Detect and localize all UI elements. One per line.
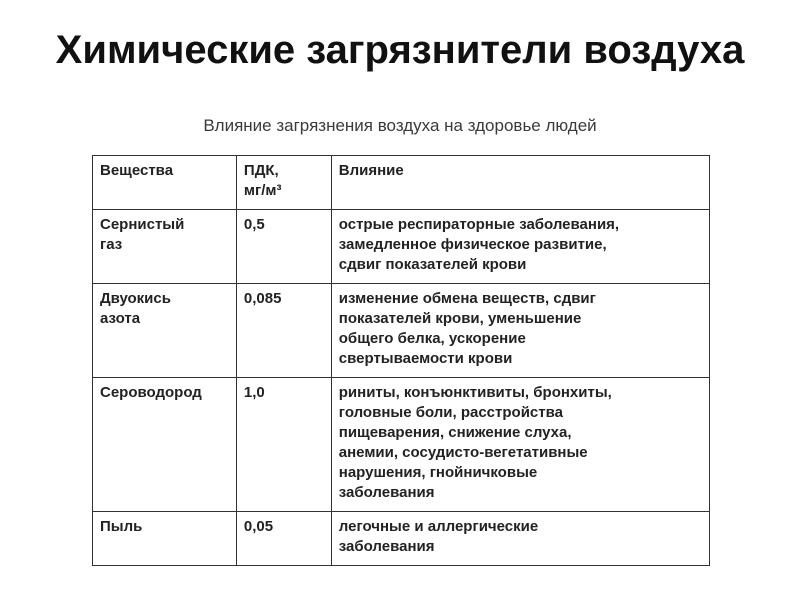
table-header-row: [93, 156, 710, 210]
table-caption: Влияние загрязнения воздуха на здоровье людей: [203, 116, 597, 135]
effect-cell: изменение обмена веществ, сдвиг показателей крови, уменьшение общего белка, ускорение свертываемости крови: [331, 284, 709, 378]
substance-cell: Сероводород: [93, 378, 237, 512]
pdk-cell: 1,0: [236, 378, 331, 512]
substance-cell: Сернистый газ: [93, 210, 237, 284]
substance-cell: Пыль: [93, 512, 237, 566]
pdk-cell: 0,05: [236, 512, 331, 566]
pdk-cell: 0,085: [236, 284, 331, 378]
pdk-cell: 0,5: [236, 210, 331, 284]
substance-cell: Двуокись азота: [93, 284, 237, 378]
header-effect: Влияние: [331, 156, 709, 210]
slide-title: Химические загрязнители воздуха: [55, 28, 745, 72]
header-substances: Вещества: [93, 156, 237, 210]
header-pdk: ПДК, мг/м³: [236, 156, 331, 210]
table-row: [93, 210, 710, 284]
effect-cell: риниты, конъюнктивиты, бронхиты, головные боли, расстройства пищеварения, снижение слуха, анемии, сосудисто-вегетативные нарушения, гнойничковые заболевания: [331, 378, 709, 512]
table-row: [93, 512, 710, 566]
effect-cell: легочные и аллергические заболевания: [331, 512, 709, 566]
table-row: [93, 284, 710, 378]
table-row: [93, 378, 710, 512]
pollutants-table: [92, 155, 710, 566]
effect-cell: острые респираторные заболевания, замедленное физическое развитие, сдвиг показателей крови: [331, 210, 709, 284]
